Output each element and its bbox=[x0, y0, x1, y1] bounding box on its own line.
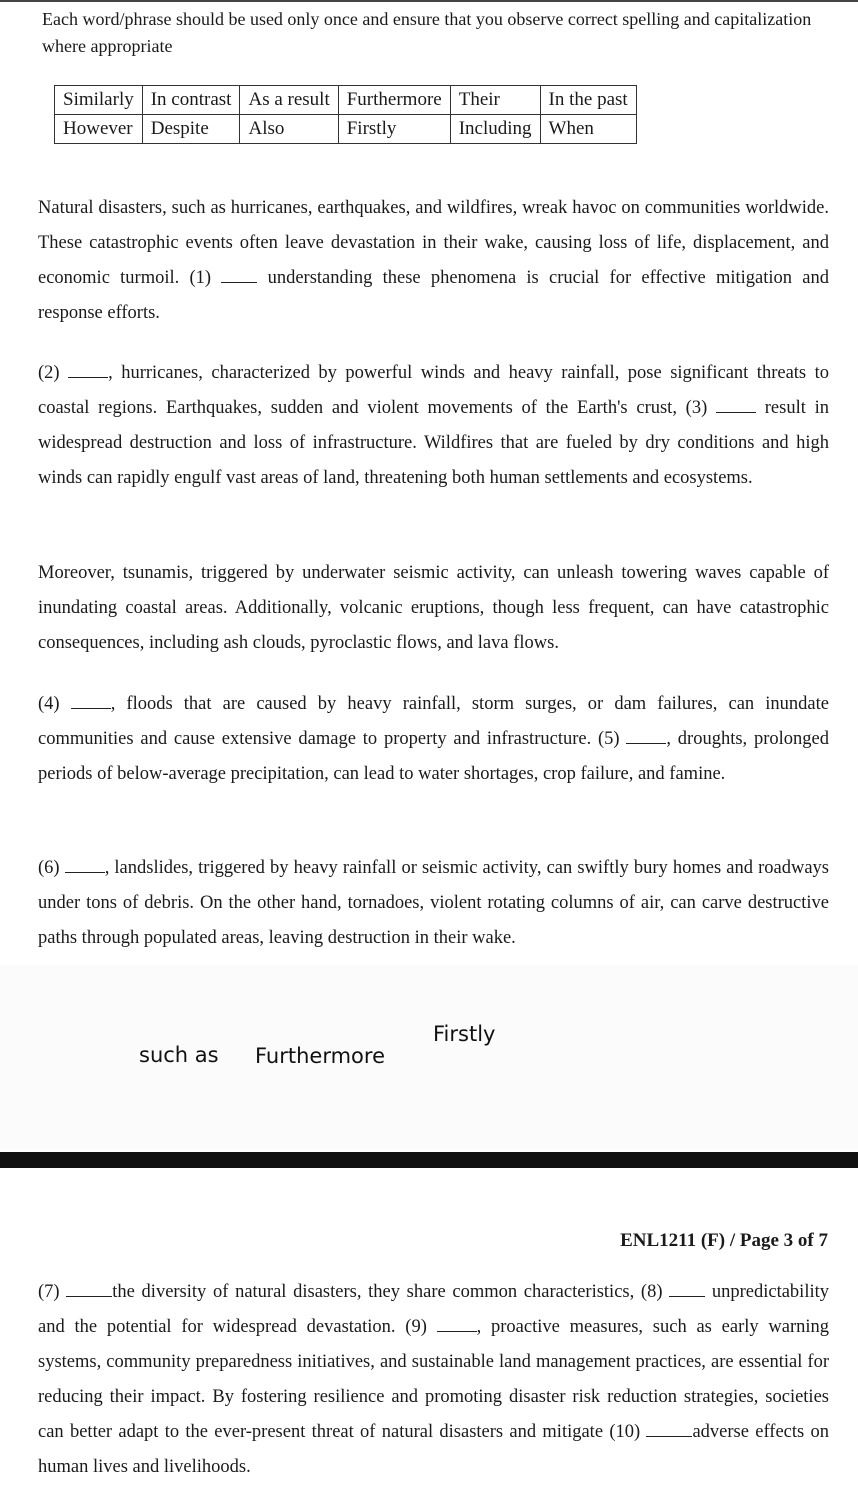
word-bank-cell: However bbox=[55, 115, 143, 144]
paragraph-text: , floods that are caused by heavy rainfall, storm surges, or dam failures, can inundate communities and cause extensive damage to property and infrastructure. (5) bbox=[38, 694, 829, 749]
blank-8 bbox=[669, 1280, 705, 1297]
word-bank-cell: Despite bbox=[142, 115, 240, 144]
word-bank-cell: Also bbox=[240, 115, 338, 144]
blank-2 bbox=[68, 361, 108, 378]
word-bank-cell: Including bbox=[450, 115, 540, 144]
blank-7 bbox=[66, 1280, 112, 1297]
blank-4 bbox=[71, 692, 111, 709]
top-rule bbox=[0, 0, 858, 2]
paragraph-text: (2) bbox=[38, 363, 69, 383]
paragraph-4 bbox=[38, 687, 829, 792]
word-bank-cell: Similarly bbox=[55, 86, 143, 115]
paragraph-text: Natural disasters, such as hurricanes, earthquakes, and wildfires, wreak havoc on communities worldwide. These catastrophic events often leave devastation in their wake, causing loss of life, displacement, and economic turmoil. (1) bbox=[38, 198, 829, 288]
word-bank-cell: As a result bbox=[240, 86, 338, 115]
word-bank-cell: In contrast bbox=[142, 86, 240, 115]
word-bank-table bbox=[54, 85, 637, 144]
paragraph-text: (4) bbox=[38, 694, 71, 714]
blank-1 bbox=[221, 266, 257, 283]
paragraph-text: the diversity of natural disasters, they share common characteristics, (8) bbox=[112, 1282, 670, 1302]
word-bank-row bbox=[55, 86, 637, 115]
word-bank-cell: In the past bbox=[540, 86, 636, 115]
answer-panel bbox=[0, 965, 858, 1150]
paragraph-text: , hurricanes, characterized by powerful winds and heavy rainfall, pose significant threats to coastal regions. Earthquakes, sudden and violent movements of the Earth's crust, (3) bbox=[38, 363, 830, 418]
paragraph-text: unpredictability and the potential for widespread devastation. (9) bbox=[38, 1282, 829, 1337]
instructions-text: Each word/phrase should be used only once and ensure that you observe correct spelling and capitalization where appropriate bbox=[42, 9, 812, 56]
paragraph-text: understanding these phenomena is crucial for effective mitigation and response efforts. bbox=[38, 268, 829, 323]
paragraph-text: result in widespread destruction and loss of infrastructure. Wildfires that are fueled by dry conditions and high winds can rapidly engulf vast areas of land, threatening both human settlements and ecosystems. bbox=[38, 398, 829, 488]
page-header: ENL1211 (F) / Page 3 of 7 bbox=[620, 1230, 828, 1251]
paragraph-1 bbox=[38, 191, 829, 331]
word-bank-cell: When bbox=[540, 115, 636, 144]
paragraph-text: (7) bbox=[38, 1282, 67, 1302]
paragraph-text: adverse effects on human lives and livelihoods. bbox=[38, 1422, 829, 1477]
paragraph-6 bbox=[38, 1275, 829, 1485]
paragraph-text: (6) bbox=[38, 858, 65, 878]
blank-10 bbox=[646, 1420, 692, 1437]
blank-3 bbox=[716, 396, 756, 413]
blank-5 bbox=[626, 727, 666, 744]
page-divider bbox=[0, 1152, 858, 1168]
word-bank-cell: Firstly bbox=[338, 115, 450, 144]
paragraph-text: , landslides, triggered by heavy rainfall or seismic activity, can swiftly bury homes and roadways under tons of debris. On the other hand, tornadoes, violent rotating columns of air, can carve destructive paths through populated areas, leaving destruction in their wake. bbox=[38, 858, 829, 948]
blank-9 bbox=[437, 1315, 477, 1332]
answer-furthermore: Furthermore bbox=[255, 1044, 385, 1068]
paragraph-5 bbox=[38, 851, 829, 956]
paragraph-3: Moreover, tsunamis, triggered by underwater seismic activity, can unleash towering waves capable of inundating coastal areas. Additionally, volcanic eruptions, though less frequent, can have catastrophic consequences, including ash clouds, pyroclastic flows, and lava flows. bbox=[38, 563, 829, 653]
answer-firstly: Firstly bbox=[433, 1022, 496, 1046]
word-bank-row bbox=[55, 115, 637, 144]
word-bank-cell: Their bbox=[450, 86, 540, 115]
paragraph-text: , droughts, prolonged periods of below-average precipitation, can lead to water shortages, crop failure, and famine. bbox=[38, 729, 829, 784]
paragraph-2 bbox=[38, 356, 829, 496]
word-bank-cell: Furthermore bbox=[338, 86, 450, 115]
blank-6 bbox=[65, 856, 105, 873]
answer-such-as: such as bbox=[139, 1043, 219, 1067]
paragraph-text: , proactive measures, such as early warning systems, community preparedness initiatives, and sustainable land management practices, are essential for reducing their impact. By fostering resilience and promoting disaster risk reduction strategies, societies can better adapt to the ever-present threat of natural disasters and mitigate (10) bbox=[38, 1317, 829, 1442]
